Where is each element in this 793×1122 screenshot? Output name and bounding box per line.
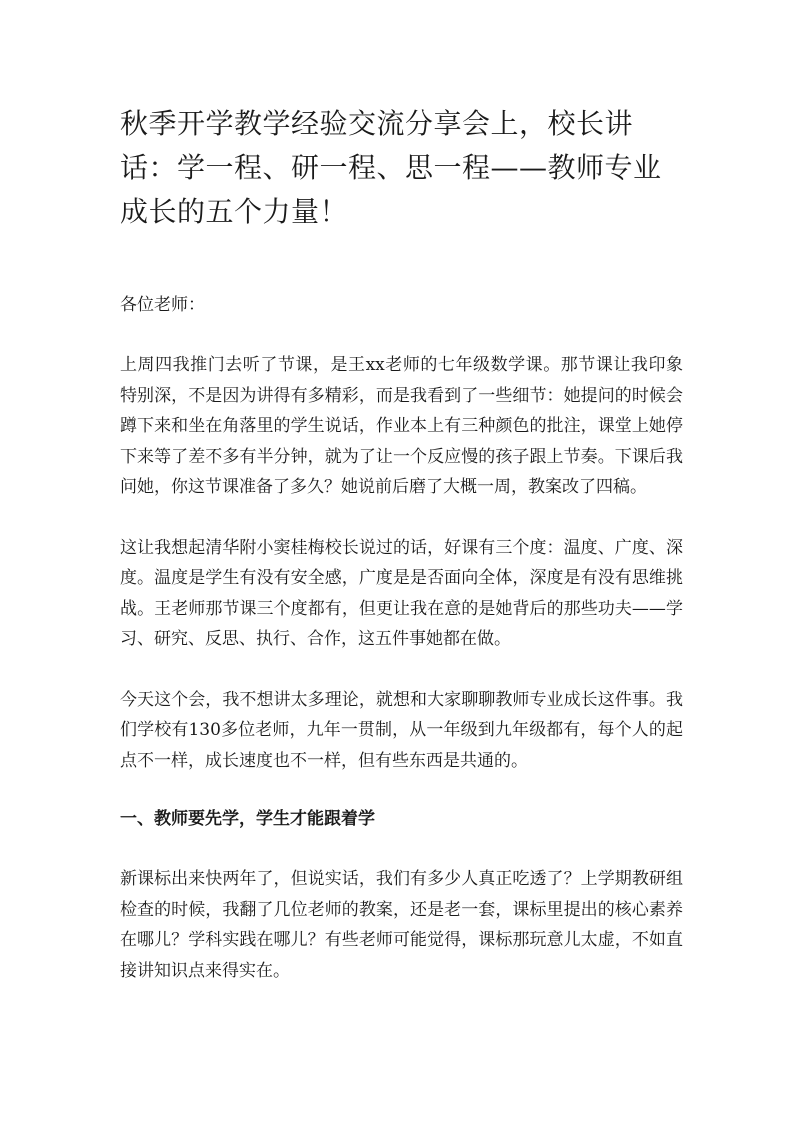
paragraph-3: 今天这个会，我不想讲太多理论，就想和大家聊聊教师专业成长这件事。我们学校有130多位老师，九年一贯制，从一年级到九年级都有，每个人的起点不一样，成长速度也不一样，但有些东西是共通的。 <box>120 689 683 771</box>
section-heading: 一、教师要先学，学生才能跟着学 <box>120 809 375 829</box>
paragraph-1: 上周四我推门去听了节课，是王xx老师的七年级数学课。那节课让我印象特别深，不是因为讲得有多精彩，而是我看到了一些细节：她提问的时候会蹲下来和坐在角落里的学生说话，作业本上有三种颜色的批注，课堂上她停下来等了差不多有半分钟，就为了让一个反应慢的孩子跟上节奏。下课后我问她，你这节课准备了多久？她说前后磨了大概一周，教案改了四稿。 <box>120 355 683 497</box>
paragraph-2: 这让我想起清华附小窦桂梅校长说过的话，好课有三个度：温度、广度、深度。温度是学生有没有安全感，广度是是否面向全体，深度是有没有思维挑战。王老师那节课三个度都有，但更让我在意的是她背后的那些功夫——学习、研究、反思、执行、合作，这五件事她都在做。 <box>120 537 683 649</box>
section-paragraph: 新课标出来快两年了，但说实话，我们有多少人真正吃透了？上学期教研组检查的时候，我翻了几位老师的教案，还是老一套，课标里提出的核心素养在哪儿？学科实践在哪儿？有些老师可能觉得，课标那玩意儿太虚，不如直接讲知识点来得实在。 <box>120 869 683 981</box>
document-title: 秋季开学教学经验交流分享会上，校长讲话：学一程、研一程、思一程——教师专业成长的五个力量！ <box>120 107 662 228</box>
salutation: 各位老师： <box>120 295 205 315</box>
